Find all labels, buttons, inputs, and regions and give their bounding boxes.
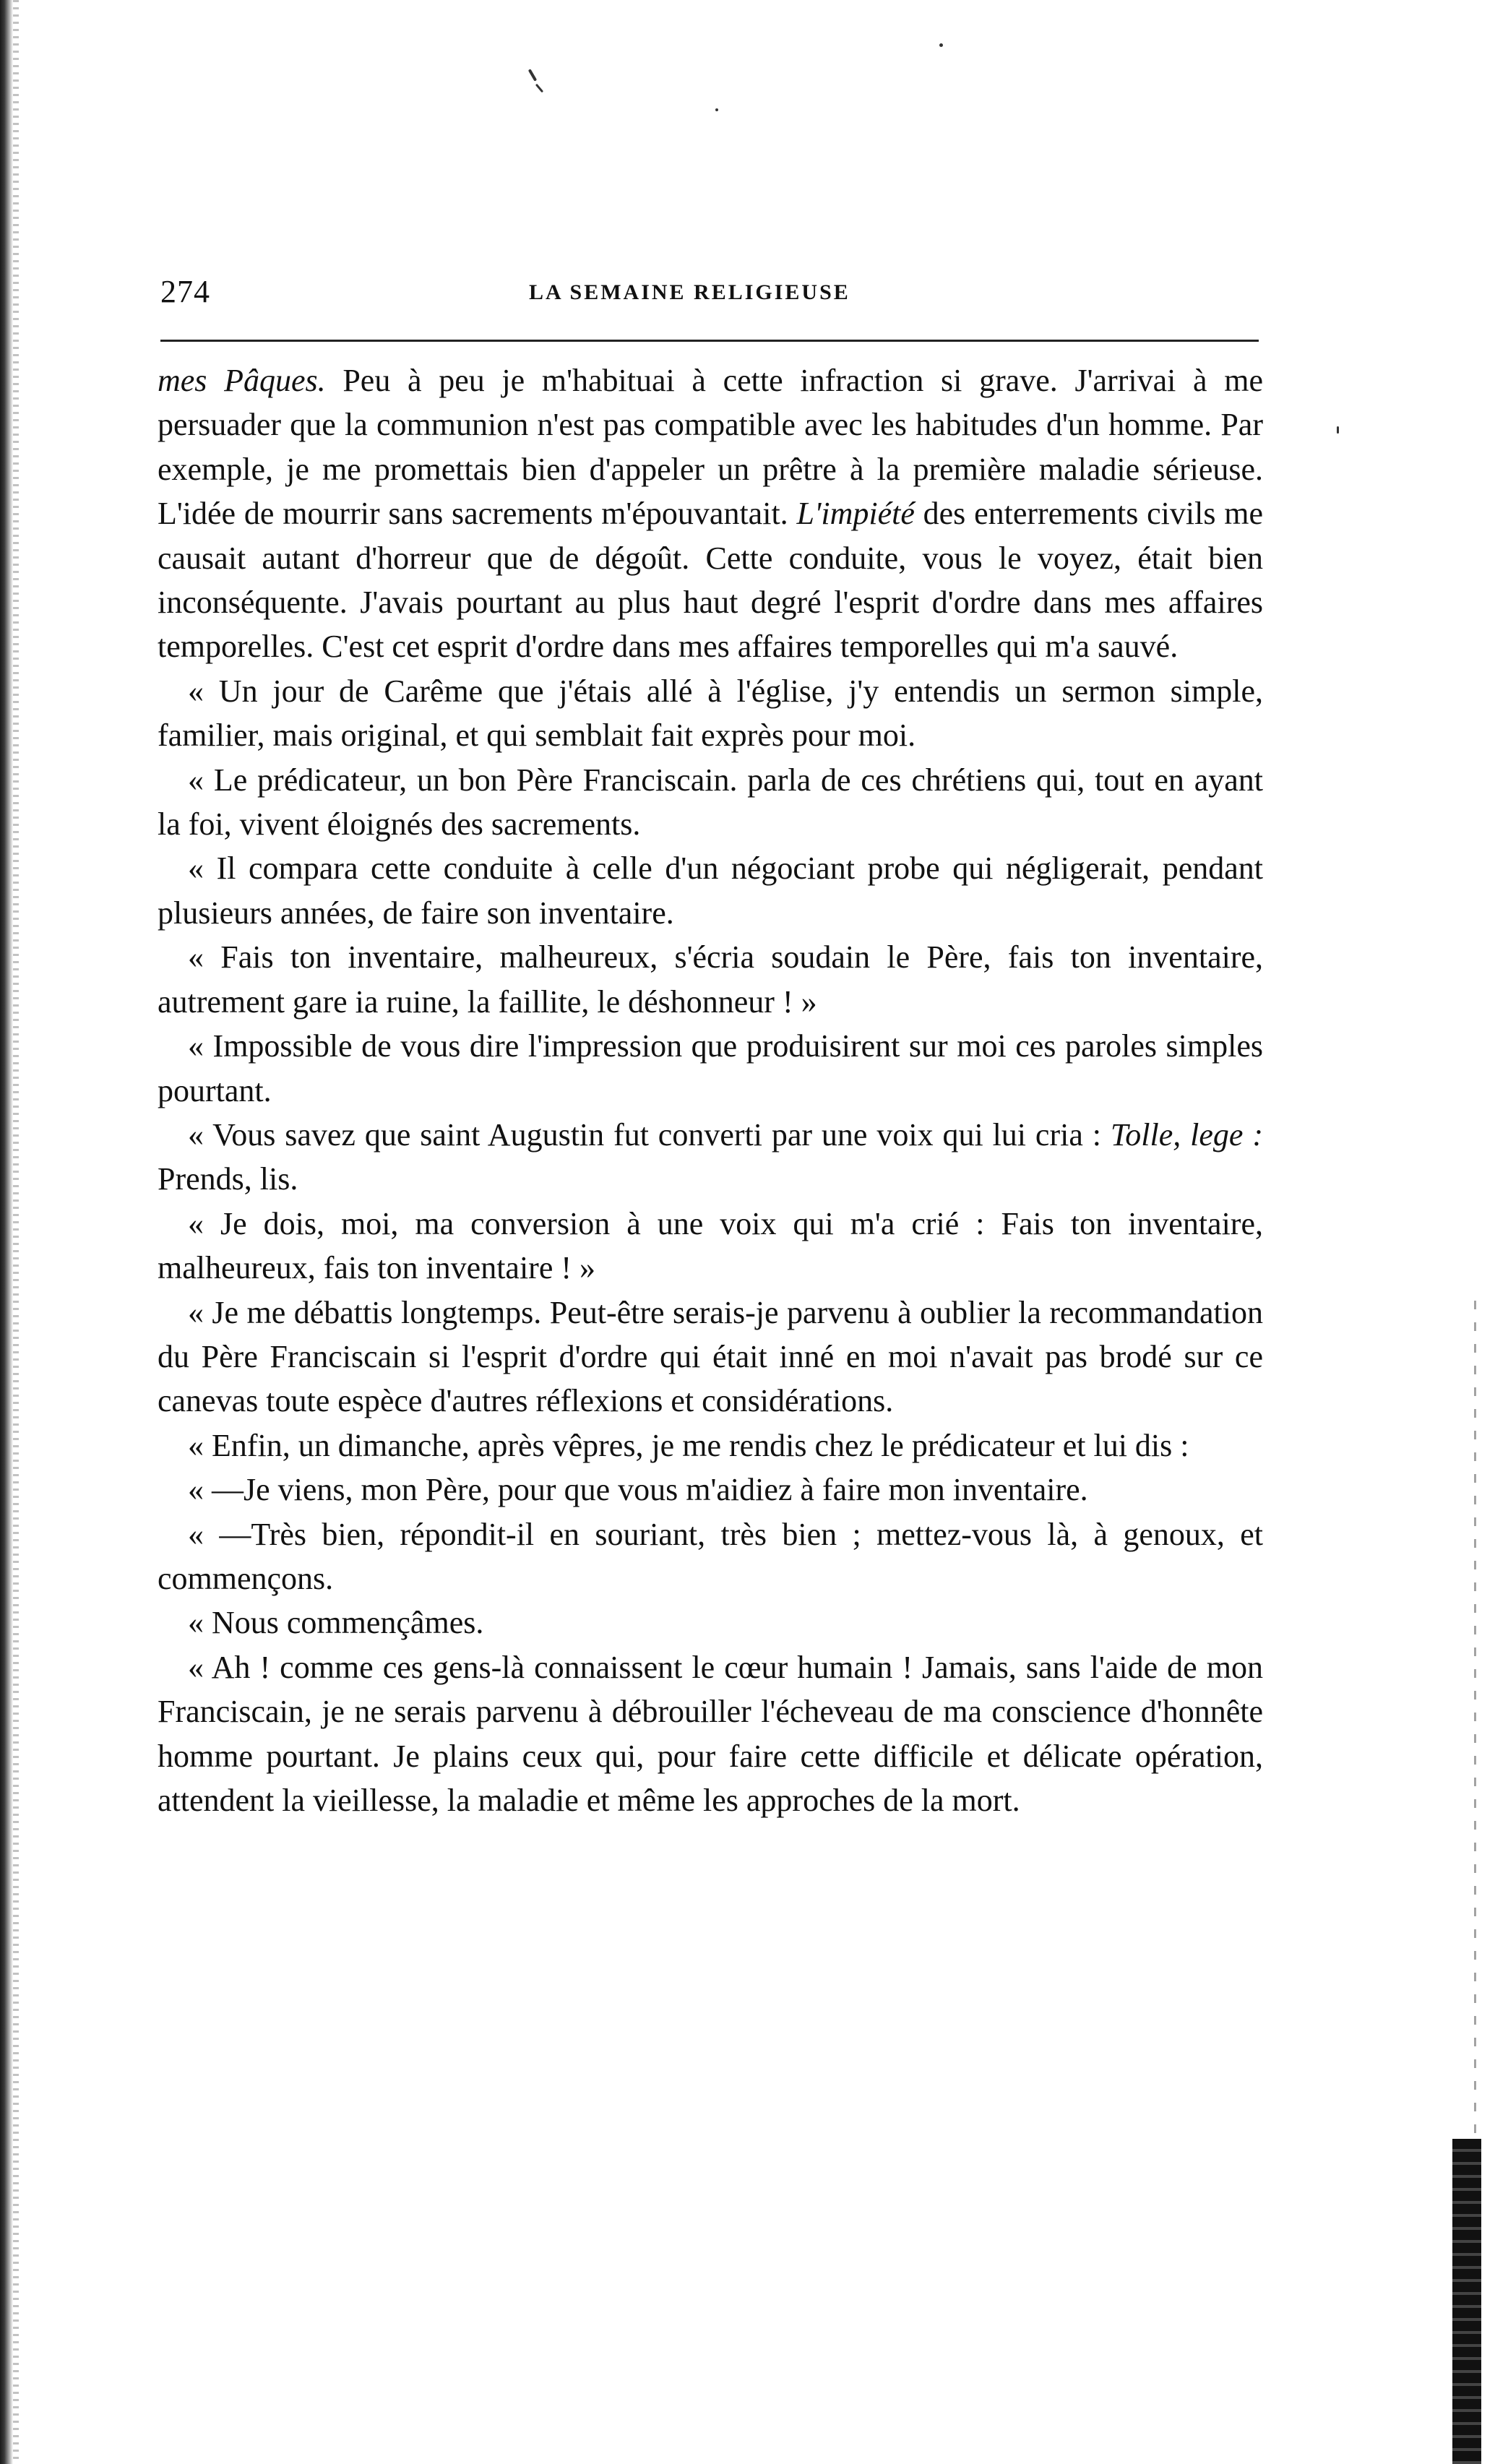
italic-text: mes Pâques. [158, 363, 326, 398]
paragraph [158, 1113, 1263, 1202]
paragraph-text: des enterrements civils me causait autant d'horreur que de dégoût. Cette conduite, vous le voyez, était bien inconséquente. J'avais pourtant au plus haut degré l'esprit d'ordre dans mes affaires temporelles. C'est cet esprit d'ordre dans mes affaires temporelles qui m'a sauvé. [158, 496, 1263, 665]
ink-speck [535, 84, 543, 93]
paragraph-text: Prends, lis. [158, 1161, 298, 1197]
binding-edge-shadow [0, 0, 13, 2464]
ink-speck [939, 43, 943, 47]
paragraph: « Je me débattis longtemps. Peut-être serais-je parvenu à oublier la recommandation du Père Franciscain si l'esprit d'ordre qui était inné en moi n'avait pas brodé sur ce canevas toute espèce d'autres réflexions et considérations. [158, 1294, 1263, 1419]
paragraph-text: « Vous savez que saint Augustin fut converti par une voix qui lui cria : [188, 1116, 1111, 1153]
running-head: LA SEMAINE RELIGIEUSE [529, 280, 850, 304]
page-number: 274 [160, 274, 210, 309]
paragraph: « Nous commençâmes. [188, 1605, 484, 1641]
ink-speck [1337, 426, 1339, 434]
paragraph: « Ah ! comme ces gens-là connaissent le cœur humain ! Jamais, sans l'aide de mon Franciscain, je ne serais parvenu à débrouiller l'écheveau de ma conscience d'honnête homme pourtant. Je plains ceux qui, pour faire cette difficile et délicate opération, attendent la vieillesse, la maladie et même les approches de la mort. [158, 1649, 1263, 1818]
paragraph: « —Je viens, mon Père, pour que vous m'aidiez à faire mon inventaire. [188, 1472, 1088, 1508]
paragraph-text: Peu à peu je m'habituai à cette infraction si grave. J'arrivai à me persuader que la communion n'est pas compatible avec les habitudes d'un homme. Par exemple, je me promettais bien d'appeler un prêtre à la première maladie sérieuse. L'idée de mourrir sans sacrements m'épouvantait. [158, 363, 1263, 532]
ink-speck [715, 108, 718, 111]
paragraph: « Enfin, un dimanche, après vêpres, je me rendis chez le prédicateur et lui dis : [188, 1427, 1189, 1463]
page-header [160, 273, 1259, 316]
italic-text: L'impiété [796, 496, 915, 532]
paragraph [158, 358, 1263, 669]
header-rule [160, 340, 1259, 342]
paragraph: « Fais ton inventaire, malheureux, s'écria soudain le Père, fais ton inventaire, autrement gare ia ruine, la faillite, le déshonneur ! » [158, 939, 1263, 1020]
italic-text: Tolle, lege : [1110, 1116, 1263, 1153]
paragraph: « Impossible de vous dire l'impression que produisirent sur moi ces paroles simples pourtant. [158, 1028, 1263, 1108]
ink-speck [528, 69, 537, 82]
body-text [158, 358, 1263, 1822]
paragraph: « Il compara cette conduite à celle d'un négociant probe qui négligerait, pendant plusieurs années, de faire son inventaire. [158, 850, 1263, 931]
paragraph: « Le prédicateur, un bon Père Franciscain. parla de ces chrétiens qui, tout en ayant la foi, vivent éloignés des sacrements. [158, 762, 1263, 843]
binding-edge-texture [13, 0, 19, 2464]
right-edge-shadow [1452, 2139, 1481, 2464]
paragraph: « Je dois, moi, ma conversion à une voix qui m'a crié : Fais ton inventaire, malheureux, fais ton inventaire ! » [158, 1205, 1263, 1286]
paragraph: « Un jour de Carême que j'étais allé à l'église, j'y entendis un sermon simple, familier, mais original, et qui semblait fait exprès pour moi. [158, 673, 1263, 754]
right-edge-line [1474, 1301, 1476, 2139]
paragraph: « —Très bien, répondit-il en souriant, très bien ; mettez-vous là, à genoux, et commençons. [158, 1516, 1263, 1596]
